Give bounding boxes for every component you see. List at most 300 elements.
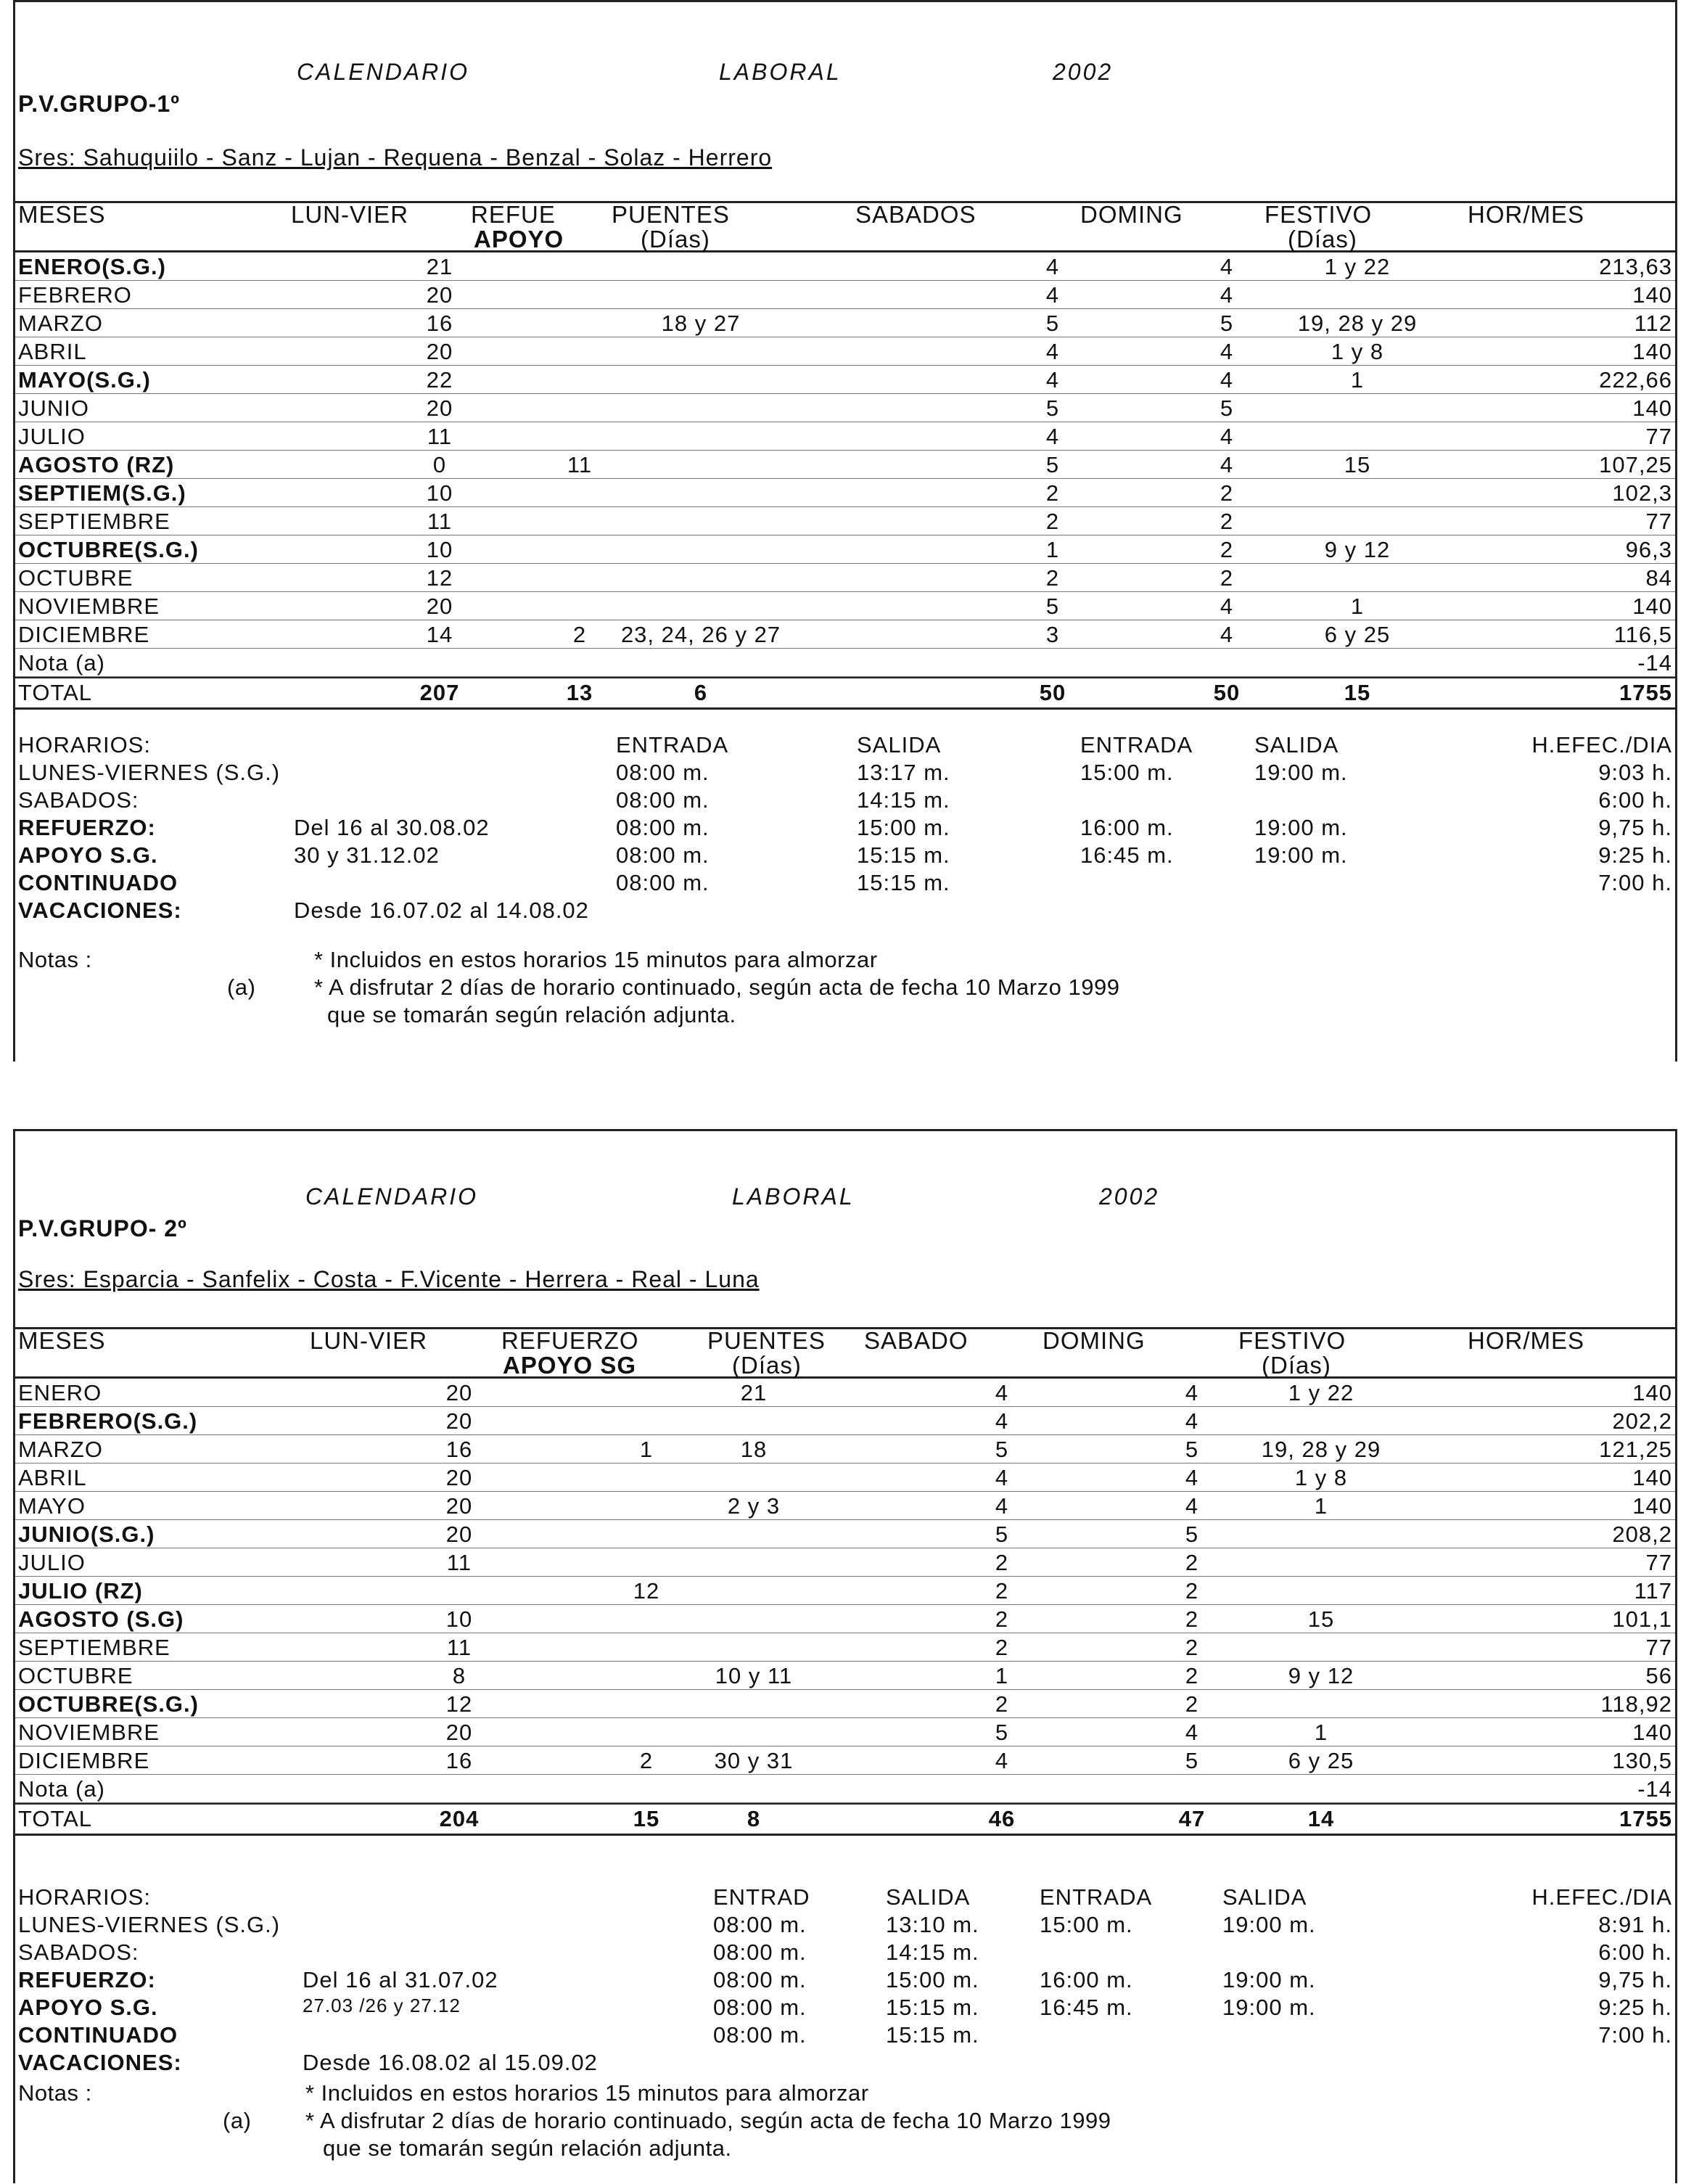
table-row — [15, 535, 1675, 564]
cell-lun-vier: 20 — [445, 1408, 473, 1434]
cell-hor-mes: 102,3 — [1612, 480, 1672, 506]
horarios-label: HORARIOS: — [18, 1884, 151, 1910]
cell-doming: 4 — [1220, 622, 1234, 647]
cell-hor-mes: 116,5 — [1613, 622, 1672, 647]
col-hor-mes: HOR/MES — [1468, 1327, 1585, 1354]
note-a-continued: que se tomarán según relación adjunta. — [323, 2135, 732, 2161]
cell-sabados: 2 — [995, 1691, 1009, 1717]
cell-hor-mes: 130,5 — [1612, 1748, 1672, 1773]
calendar-sheet-group-2 — [13, 1129, 1677, 2183]
horarios-section — [15, 1884, 1675, 2077]
calendar-sheet-group-1 — [13, 0, 1677, 1062]
cell-festivo: 9 y 12 — [1288, 1663, 1354, 1688]
cell-sabados: 5 — [995, 1437, 1009, 1462]
cell-refuerzo: 2 — [639, 1748, 654, 1773]
total-festivo: 14 — [1307, 1806, 1335, 1831]
cell-puentes: 21 — [740, 1380, 768, 1405]
cell-festivo: 9 y 12 — [1324, 537, 1391, 562]
total-festivo: 15 — [1344, 680, 1371, 705]
table-row — [15, 1605, 1675, 1633]
cell-lun-vier: 0 — [432, 452, 447, 477]
title-calendario: CALENDARIO — [305, 1183, 479, 1210]
cell-hor-mes: 202,2 — [1612, 1408, 1672, 1434]
cell-hor-mes: 84 — [1645, 565, 1672, 591]
cell-doming: 2 — [1220, 509, 1234, 534]
horario-e1: 08:00 m. — [713, 2022, 807, 2048]
cell-festivo: 6 y 25 — [1324, 622, 1391, 647]
cell-refuerzo: 12 — [633, 1578, 660, 1604]
cell-sabados: 5 — [995, 1720, 1009, 1745]
cell-doming: 2 — [1185, 1578, 1199, 1604]
horario-line — [15, 2050, 1675, 2077]
table-row — [15, 1379, 1675, 1407]
table-row — [15, 1548, 1675, 1577]
title-laboral: LABORAL — [719, 59, 842, 85]
horario-e2: 16:45 m. — [1040, 1995, 1133, 2020]
cell-puentes: 30 y 31 — [714, 1748, 794, 1773]
cell-festivo: 1 — [1350, 367, 1365, 393]
cell-hor-mes: 96,3 — [1625, 537, 1672, 562]
table-row — [15, 1520, 1675, 1548]
horario-s2: 19:00 m. — [1222, 1912, 1316, 1937]
total-hor-mes: 1755 — [1619, 1806, 1672, 1831]
cell-hor-mes: 140 — [1632, 594, 1672, 619]
col-apoyo-sg: APOYO SG — [503, 1352, 637, 1379]
cell-puentes: 2 y 3 — [727, 1493, 781, 1519]
cell-festivo: 19, 28 y 29 — [1261, 1437, 1381, 1462]
cell-mes: FEBRERO(S.G.) — [18, 1408, 198, 1434]
cell-lun-vier: 8 — [452, 1663, 466, 1688]
total-doming: 47 — [1178, 1806, 1206, 1831]
cell-puentes: 18 y 27 — [661, 311, 741, 336]
horario-name: VACACIONES: — [18, 898, 182, 923]
horario-e1: 08:00 m. — [713, 1967, 807, 1992]
horarios-lines — [15, 760, 1675, 925]
cell-lun-vier: 14 — [426, 622, 453, 647]
horario-period: Del 16 al 30.08.02 — [294, 815, 490, 840]
cell-lun-vier: 11 — [446, 1550, 472, 1575]
horario-s1: 13:10 m. — [886, 1912, 979, 1937]
cell-mes: ABRIL — [18, 1465, 87, 1490]
table-row — [15, 1463, 1675, 1492]
cell-lun-vier: 10 — [426, 537, 453, 562]
calendar-table — [15, 201, 1675, 710]
cell-hor-mes: 140 — [1632, 1465, 1672, 1490]
horario-h: 9:25 h. — [1598, 1995, 1672, 2020]
horario-period: Desde 16.07.02 al 14.08.02 — [294, 898, 589, 923]
cell-doming: 4 — [1185, 1408, 1199, 1434]
cell-doming: 4 — [1220, 452, 1234, 477]
cell-mes: AGOSTO (S.G) — [18, 1606, 184, 1632]
cell-sabados: 5 — [995, 1522, 1009, 1547]
horario-line — [15, 1967, 1675, 1995]
cell-lun-vier: 12 — [445, 1691, 473, 1717]
cell-doming: 4 — [1220, 254, 1234, 279]
note-1: * Incluidos en estos horarios 15 minutos para almorzar — [314, 947, 878, 972]
table-row — [15, 1662, 1675, 1690]
horario-name: VACACIONES: — [18, 2050, 182, 2075]
horario-line — [15, 2022, 1675, 2050]
horario-h: 6:00 h. — [1598, 1939, 1672, 1965]
cell-doming: 4 — [1220, 282, 1234, 308]
horario-h: 9:03 h. — [1598, 760, 1672, 785]
cell-sabados: 4 — [1045, 282, 1060, 308]
col-sabado: SABADO — [864, 1327, 969, 1354]
horario-line — [15, 787, 1675, 815]
col-festivo: FESTIVO — [1264, 201, 1373, 228]
cell-sabados: 4 — [995, 1465, 1009, 1490]
total-lun-vier: 207 — [419, 680, 460, 705]
horarios-salida-2: SALIDA — [1254, 732, 1339, 758]
cell-hor-mes: 77 — [1645, 1635, 1672, 1660]
horarios-entrada-2: ENTRADA — [1040, 1884, 1153, 1910]
horario-name: APOYO S.G. — [18, 1995, 158, 2020]
table-row — [15, 1435, 1675, 1463]
cell-sabados: 4 — [1045, 254, 1060, 279]
cell-mes: JULIO — [18, 424, 86, 449]
cell-doming: 4 — [1220, 367, 1234, 393]
cell-hor-mes: 140 — [1632, 1380, 1672, 1405]
horario-h: 7:00 h. — [1598, 2022, 1672, 2048]
cell-festivo: 6 y 25 — [1288, 1748, 1354, 1773]
horario-s1: 15:15 m. — [886, 1995, 979, 2020]
horario-e1: 08:00 m. — [616, 870, 710, 895]
cell-doming: 2 — [1220, 565, 1234, 591]
cell-mes: DICIEMBRE — [18, 622, 150, 647]
cell-festivo: 1 y 8 — [1294, 1465, 1348, 1490]
horario-h: 7:00 h. — [1598, 870, 1672, 895]
table-row — [15, 479, 1675, 507]
horario-name: REFUERZO: — [18, 815, 156, 840]
table-row — [15, 366, 1675, 394]
horarios-lines — [15, 1912, 1675, 2077]
cell-refuerzo: 2 — [572, 622, 587, 647]
cell-lun-vier: 20 — [426, 594, 453, 619]
horario-name: LUNES-VIERNES (S.G.) — [18, 760, 281, 785]
table-row — [15, 309, 1675, 337]
table-row — [15, 620, 1675, 649]
cell-puentes: 23, 24, 26 y 27 — [620, 622, 781, 647]
horario-e1: 08:00 m. — [616, 842, 710, 868]
table-row — [15, 1746, 1675, 1775]
horario-e1: 08:00 m. — [713, 1939, 807, 1965]
title-laboral: LABORAL — [732, 1183, 855, 1210]
cell-hor-mes: 77 — [1645, 1550, 1672, 1575]
total-puentes: 8 — [747, 1806, 761, 1831]
title-year: 2002 — [1099, 1183, 1160, 1210]
table-row — [15, 1577, 1675, 1605]
note-a: * A disfrutar 2 días de horario continuado, según acta de fecha 10 Marzo 1999 — [305, 2108, 1111, 2133]
cell-hor-mes: 140 — [1632, 395, 1672, 421]
horarios-entrada-2: ENTRADA — [1080, 732, 1193, 758]
horario-h: 6:00 h. — [1598, 787, 1672, 813]
cell-lun-vier: 20 — [426, 282, 453, 308]
cell-puentes: 18 — [740, 1437, 768, 1462]
table-body — [15, 1379, 1675, 1803]
horario-line — [15, 760, 1675, 787]
total-label: TOTAL — [18, 1806, 93, 1831]
group-label: P.V.GRUPO- 2º — [18, 1215, 187, 1241]
cell-sabados: 2 — [1045, 480, 1060, 506]
cell-mes: DICIEMBRE — [18, 1748, 150, 1773]
total-sabado: 46 — [988, 1806, 1016, 1831]
horario-h: 9:25 h. — [1598, 842, 1672, 868]
cell-mes: ENERO(S.G.) — [18, 254, 166, 279]
horario-s1: 14:15 m. — [857, 787, 950, 813]
table-row — [15, 1718, 1675, 1746]
horarios-entrada: ENTRADA — [616, 732, 729, 758]
table-row — [15, 1775, 1675, 1803]
cell-doming: 2 — [1185, 1691, 1199, 1717]
cell-mes: SEPTIEMBRE — [18, 1635, 170, 1660]
cell-lun-vier: 20 — [445, 1720, 473, 1745]
table-row — [15, 1690, 1675, 1718]
cell-festivo: 1 y 22 — [1288, 1380, 1354, 1405]
horarios-label: HORARIOS: — [18, 732, 151, 758]
total-refue: 13 — [566, 680, 593, 705]
col-meses: MESES — [18, 1327, 106, 1354]
note-a-label: (a) — [223, 2108, 252, 2133]
horario-period: Del 16 al 31.07.02 — [303, 1967, 498, 1992]
total-doming: 50 — [1213, 680, 1241, 705]
cell-sabados: 4 — [995, 1748, 1009, 1773]
cell-mes: ABRIL — [18, 339, 87, 364]
horario-s2: 19:00 m. — [1254, 760, 1348, 785]
table-body — [15, 253, 1675, 677]
note-a-label: (a) — [227, 974, 256, 1000]
cell-sabados: 4 — [1045, 367, 1060, 393]
horario-period: Desde 16.08.02 al 15.09.02 — [303, 2050, 598, 2075]
horarios-hefec: H.EFEC./DIA — [1531, 1884, 1672, 1910]
cell-festivo: 1 — [1314, 1493, 1328, 1519]
cell-lun-vier: 20 — [445, 1522, 473, 1547]
cell-sabados: 3 — [1045, 622, 1060, 647]
col-puentes-dias: (Días) — [732, 1352, 802, 1379]
col-doming: DOMING — [1043, 1327, 1146, 1354]
col-puentes: PUENTES — [707, 1327, 826, 1354]
cell-doming: 4 — [1220, 594, 1234, 619]
cell-hor-mes: -14 — [1637, 650, 1672, 676]
horarios-entrada: ENTRAD — [713, 1884, 810, 1910]
horario-e1: 08:00 m. — [713, 1995, 807, 2020]
horario-s1: 15:00 m. — [886, 1967, 979, 1992]
horarios-header — [15, 1884, 1675, 1912]
col-hor-mes: HOR/MES — [1468, 201, 1585, 228]
cell-doming: 2 — [1185, 1550, 1199, 1575]
cell-doming: 5 — [1185, 1522, 1199, 1547]
cell-festivo: 1 — [1350, 594, 1365, 619]
group-label: P.V.GRUPO-1º — [18, 91, 180, 117]
cell-mes: OCTUBRE(S.G.) — [18, 1691, 199, 1717]
cell-hor-mes: 208,2 — [1612, 1522, 1672, 1547]
table-row — [15, 1492, 1675, 1520]
col-refue: REFUE — [471, 201, 556, 228]
cell-sabados: 5 — [1045, 594, 1060, 619]
cell-hor-mes: 140 — [1632, 1720, 1672, 1745]
horario-name: REFUERZO: — [18, 1967, 156, 1992]
col-refuerzo: REFUERZO — [501, 1327, 639, 1354]
total-label: TOTAL — [18, 680, 93, 705]
horario-e1: 08:00 m. — [616, 787, 710, 813]
horario-s2: 19:00 m. — [1222, 1995, 1316, 2020]
horario-s1: 15:15 m. — [857, 842, 950, 868]
horario-line — [15, 870, 1675, 898]
cell-hor-mes: 118,92 — [1600, 1691, 1672, 1717]
cell-doming: 2 — [1220, 537, 1234, 562]
cell-sabados: 2 — [1045, 509, 1060, 534]
col-puentes: PUENTES — [612, 201, 730, 228]
staff-names: Sres: Sahuquiilo - Sanz - Lujan - Requena - Benzal - Solaz - Herrero — [18, 144, 773, 171]
cell-lun-vier: 11 — [427, 424, 453, 449]
cell-doming: 5 — [1220, 395, 1234, 421]
cell-lun-vier: 20 — [445, 1465, 473, 1490]
notes-label: Notas : — [18, 2080, 92, 2106]
cell-doming: 5 — [1185, 1437, 1199, 1462]
horario-e1: 08:00 m. — [616, 815, 710, 840]
horario-name: CONTINUADO — [18, 870, 178, 895]
horario-line — [15, 842, 1675, 870]
cell-festivo: 1 y 22 — [1324, 254, 1391, 279]
horarios-hefec: H.EFEC./DIA — [1531, 732, 1672, 758]
table-row — [15, 281, 1675, 309]
cell-lun-vier: 20 — [445, 1380, 473, 1405]
cell-doming: 4 — [1185, 1380, 1199, 1405]
cell-doming: 4 — [1185, 1720, 1199, 1745]
total-row — [15, 677, 1675, 710]
notes-section — [18, 947, 1672, 1030]
horarios-salida: SALIDA — [886, 1884, 971, 1910]
cell-hor-mes: 56 — [1645, 1663, 1672, 1688]
cell-hor-mes: 77 — [1645, 509, 1672, 534]
horario-e2: 15:00 m. — [1040, 1912, 1133, 1937]
title-year: 2002 — [1053, 59, 1114, 85]
col-sabados: SABADOS — [855, 201, 976, 228]
cell-lun-vier: 10 — [445, 1606, 473, 1632]
cell-sabados: 2 — [1045, 565, 1060, 591]
calendar-table — [15, 1327, 1675, 1836]
horario-e1: 08:00 m. — [713, 1912, 807, 1937]
horario-s2: 19:00 m. — [1222, 1967, 1316, 1992]
cell-lun-vier: 16 — [445, 1748, 473, 1773]
cell-mes: JULIO (RZ) — [18, 1578, 143, 1604]
cell-mes: OCTUBRE(S.G.) — [18, 537, 199, 562]
cell-doming: 5 — [1220, 311, 1234, 336]
cell-sabados: 5 — [1045, 395, 1060, 421]
cell-hor-mes: 112 — [1634, 311, 1672, 336]
cell-sabados: 4 — [1045, 339, 1060, 364]
horarios-header — [15, 732, 1675, 760]
cell-lun-vier: 12 — [426, 565, 453, 591]
horario-name: SABADOS: — [18, 787, 139, 813]
cell-sabados: 2 — [995, 1550, 1009, 1575]
cell-mes: MARZO — [18, 1437, 103, 1462]
cell-doming: 2 — [1185, 1663, 1199, 1688]
col-doming: DOMING — [1080, 201, 1183, 228]
cell-mes: JULIO — [18, 1550, 86, 1575]
horario-e2: 15:00 m. — [1080, 760, 1174, 785]
cell-sabados: 4 — [995, 1493, 1009, 1519]
cell-hor-mes: 140 — [1632, 1493, 1672, 1519]
table-header — [15, 1327, 1675, 1379]
cell-doming: 2 — [1185, 1635, 1199, 1660]
horario-line — [15, 898, 1675, 925]
horario-h: 9,75 h. — [1598, 1967, 1672, 1992]
cell-mes: Nota (a) — [18, 1776, 105, 1802]
cell-refuerzo: 11 — [567, 452, 593, 477]
horario-s2: 19:00 m. — [1254, 842, 1348, 868]
cell-mes: OCTUBRE — [18, 1663, 133, 1688]
cell-sabados: 5 — [1045, 311, 1060, 336]
horario-name: SABADOS: — [18, 1939, 139, 1965]
cell-sabados: 1 — [995, 1663, 1009, 1688]
cell-mes: Nota (a) — [18, 650, 105, 676]
cell-lun-vier: 20 — [445, 1493, 473, 1519]
note-a-continued: que se tomarán según relación adjunta. — [327, 1002, 736, 1027]
cell-lun-vier: 11 — [427, 509, 453, 534]
table-row — [15, 592, 1675, 620]
col-puentes-dias: (Días) — [641, 226, 710, 253]
cell-lun-vier: 10 — [426, 480, 453, 506]
horario-s1: 15:15 m. — [886, 2022, 979, 2048]
horario-line — [15, 1939, 1675, 1967]
horario-e2: 16:00 m. — [1080, 815, 1174, 840]
cell-doming: 4 — [1185, 1493, 1199, 1519]
table-row — [15, 564, 1675, 592]
horario-s1: 15:15 m. — [857, 870, 950, 895]
cell-festivo: 15 — [1344, 452, 1371, 477]
cell-sabados: 4 — [1045, 424, 1060, 449]
horario-line — [15, 815, 1675, 842]
cell-festivo: 1 — [1314, 1720, 1328, 1745]
horario-e2: 16:45 m. — [1080, 842, 1174, 868]
note-1: * Incluidos en estos horarios 15 minutos para almorzar — [305, 2080, 869, 2106]
cell-hor-mes: 117 — [1634, 1578, 1672, 1604]
cell-mes: JUNIO — [18, 395, 89, 421]
horario-period: 27.03 /26 y 27.12 — [303, 1995, 461, 2016]
col-festivo: FESTIVO — [1238, 1327, 1346, 1354]
cell-lun-vier: 11 — [446, 1635, 472, 1660]
cell-lun-vier: 21 — [426, 254, 453, 279]
horario-e2: 16:00 m. — [1040, 1967, 1133, 1992]
cell-sabados: 2 — [995, 1578, 1009, 1604]
total-sabados: 50 — [1039, 680, 1066, 705]
col-festivo-dias: (Días) — [1262, 1352, 1331, 1379]
cell-doming: 4 — [1220, 339, 1234, 364]
table-row — [15, 337, 1675, 366]
cell-sabados: 2 — [995, 1606, 1009, 1632]
cell-mes: AGOSTO (RZ) — [18, 452, 175, 477]
cell-doming: 4 — [1185, 1465, 1199, 1490]
horario-h: 8:91 h. — [1598, 1912, 1672, 1937]
notes-label: Notas : — [18, 947, 92, 972]
cell-mes: MARZO — [18, 311, 103, 336]
col-festivo-dias: (Días) — [1288, 226, 1357, 253]
cell-lun-vier: 22 — [426, 367, 453, 393]
total-refuerzo: 15 — [633, 1806, 660, 1831]
cell-doming: 4 — [1220, 424, 1234, 449]
cell-sabados: 5 — [1045, 452, 1060, 477]
table-row — [15, 253, 1675, 281]
cell-mes: JUNIO(S.G.) — [18, 1522, 155, 1547]
horario-s1: 15:00 m. — [857, 815, 950, 840]
total-hor-mes: 1755 — [1619, 680, 1672, 705]
cell-hor-mes: 107,25 — [1599, 452, 1672, 477]
horario-s1: 13:17 m. — [857, 760, 950, 785]
cell-lun-vier: 16 — [426, 311, 453, 336]
cell-sabados: 4 — [995, 1380, 1009, 1405]
notes-section — [18, 2080, 1672, 2163]
cell-mes: MAYO(S.G.) — [18, 367, 151, 393]
